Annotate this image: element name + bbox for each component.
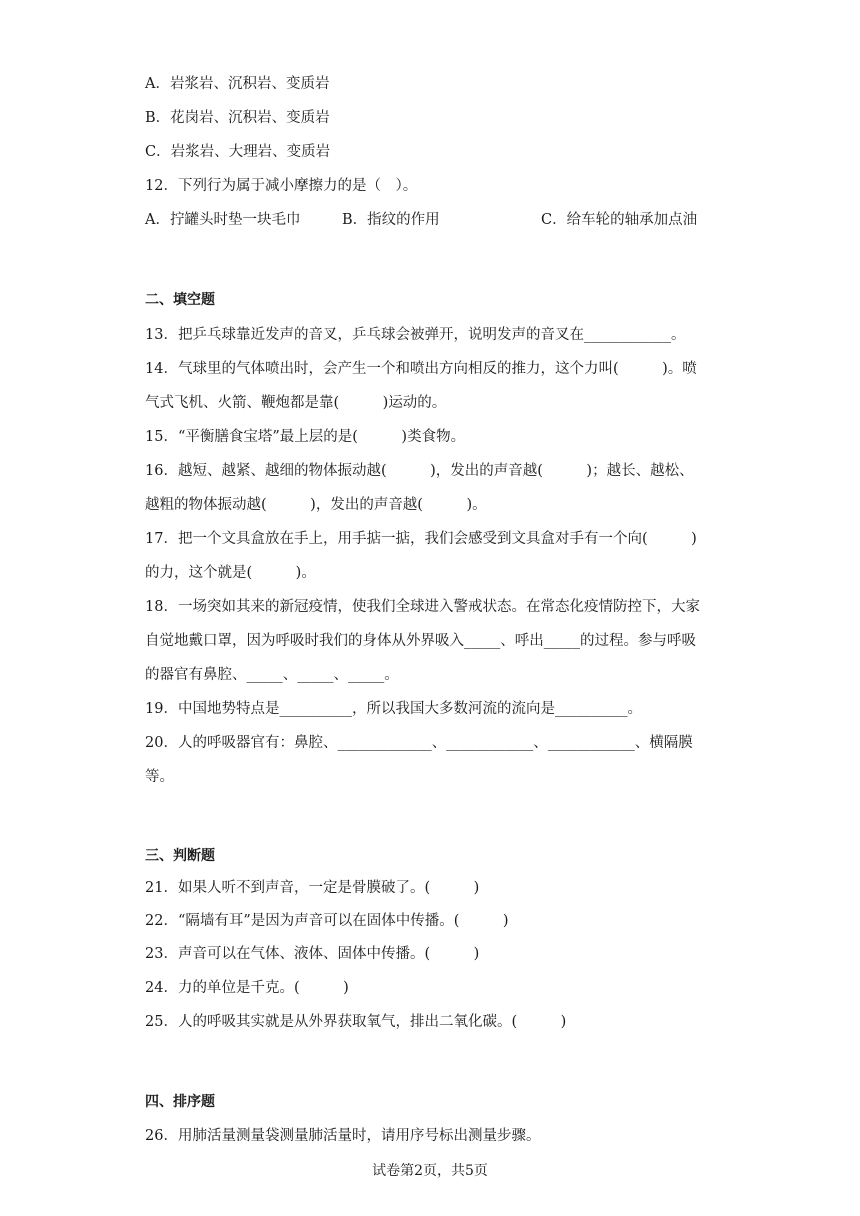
page-footer: 试卷第2页，共5页 (372, 1163, 488, 1179)
question-19: 19．中国地势特点是__________，所以我国大多数河流的流向是__________。 (145, 701, 642, 717)
question-18-cont-1: 自觉地戴口罩，因为呼吸时我们的身体从外界吸入_____、呼出_____的过程。参与呼吸 (145, 633, 696, 649)
question-14: 14．气球里的气体喷出时，会产生一个和喷出方向相反的推力，这个力叫( )。喷 (145, 361, 697, 377)
question-12: 12．下列行为属于减小摩擦力的是（ ）。 (145, 178, 418, 194)
question-20-cont: 等。 (145, 769, 174, 785)
question-23: 23．声音可以在气体、液体、固体中传播。( ) (145, 946, 480, 962)
question-24: 24．力的单位是千克。( ) (145, 980, 349, 996)
question-18-cont-2: 的器官有鼻腔、_____、_____、_____。 (145, 667, 399, 683)
question-26: 26．用肺活量测量袋测量肺活量时，请用序号标出测量步骤。 (145, 1128, 541, 1144)
q12-option-c: C．给车轮的轴承加点油 (541, 212, 698, 228)
question-21: 21．如果人听不到声音，一定是骨膜破了。( ) (145, 880, 480, 896)
question-17: 17．把一个文具盒放在手上，用手掂一掂，我们会感受到文具盒对手有一个向( ) (145, 531, 697, 547)
question-18: 18．一场突如其来的新冠疫情，使我们全球进入警戒状态。在常态化疫情防控下，大家 (145, 599, 700, 615)
question-12-options (145, 208, 697, 229)
question-20: 20．人的呼吸器官有：鼻腔、_____________、____________、____________、横隔膜 (145, 735, 693, 751)
q12-option-b: B．指纹的作用 (342, 212, 440, 228)
question-25: 25．人的呼吸其实就是从外界获取氧气，排出二氧化碳。( ) (145, 1014, 567, 1030)
section-heading-true-false: 三、判断题 (145, 848, 215, 864)
question-14-cont: 气式飞机、火箭、鞭炮都是靠( )运动的。 (145, 395, 447, 411)
question-16: 16．越短、越紧、越细的物体振动越( )，发出的声音越( )；越长、越松、 (145, 463, 694, 479)
answer-option-b: B．花岗岩、沉积岩、变质岩 (145, 110, 330, 126)
answer-option-c: C．岩浆岩、大理岩、变质岩 (145, 144, 331, 160)
question-16-cont: 越粗的物体振动越( )，发出的声音越( )。 (145, 497, 487, 513)
question-22: 22．“隔墙有耳”是因为声音可以在固体中传播。( ) (145, 913, 509, 929)
question-13: 13．把乒乓球靠近发声的音叉，乒乓球会被弹开，说明发声的音叉在____________。 (145, 327, 686, 343)
q12-option-a: A．拧罐头时垫一块毛巾 (145, 212, 301, 228)
question-15: 15．“平衡膳食宝塔”最上层的是( )类食物。 (145, 429, 466, 445)
question-17-cont: 的力，这个就是( )。 (145, 565, 316, 581)
section-heading-fill-in: 二、填空题 (145, 292, 215, 308)
answer-option-a: A．岩浆岩、沉积岩、变质岩 (145, 76, 330, 92)
section-heading-ordering: 四、排序题 (145, 1094, 215, 1110)
